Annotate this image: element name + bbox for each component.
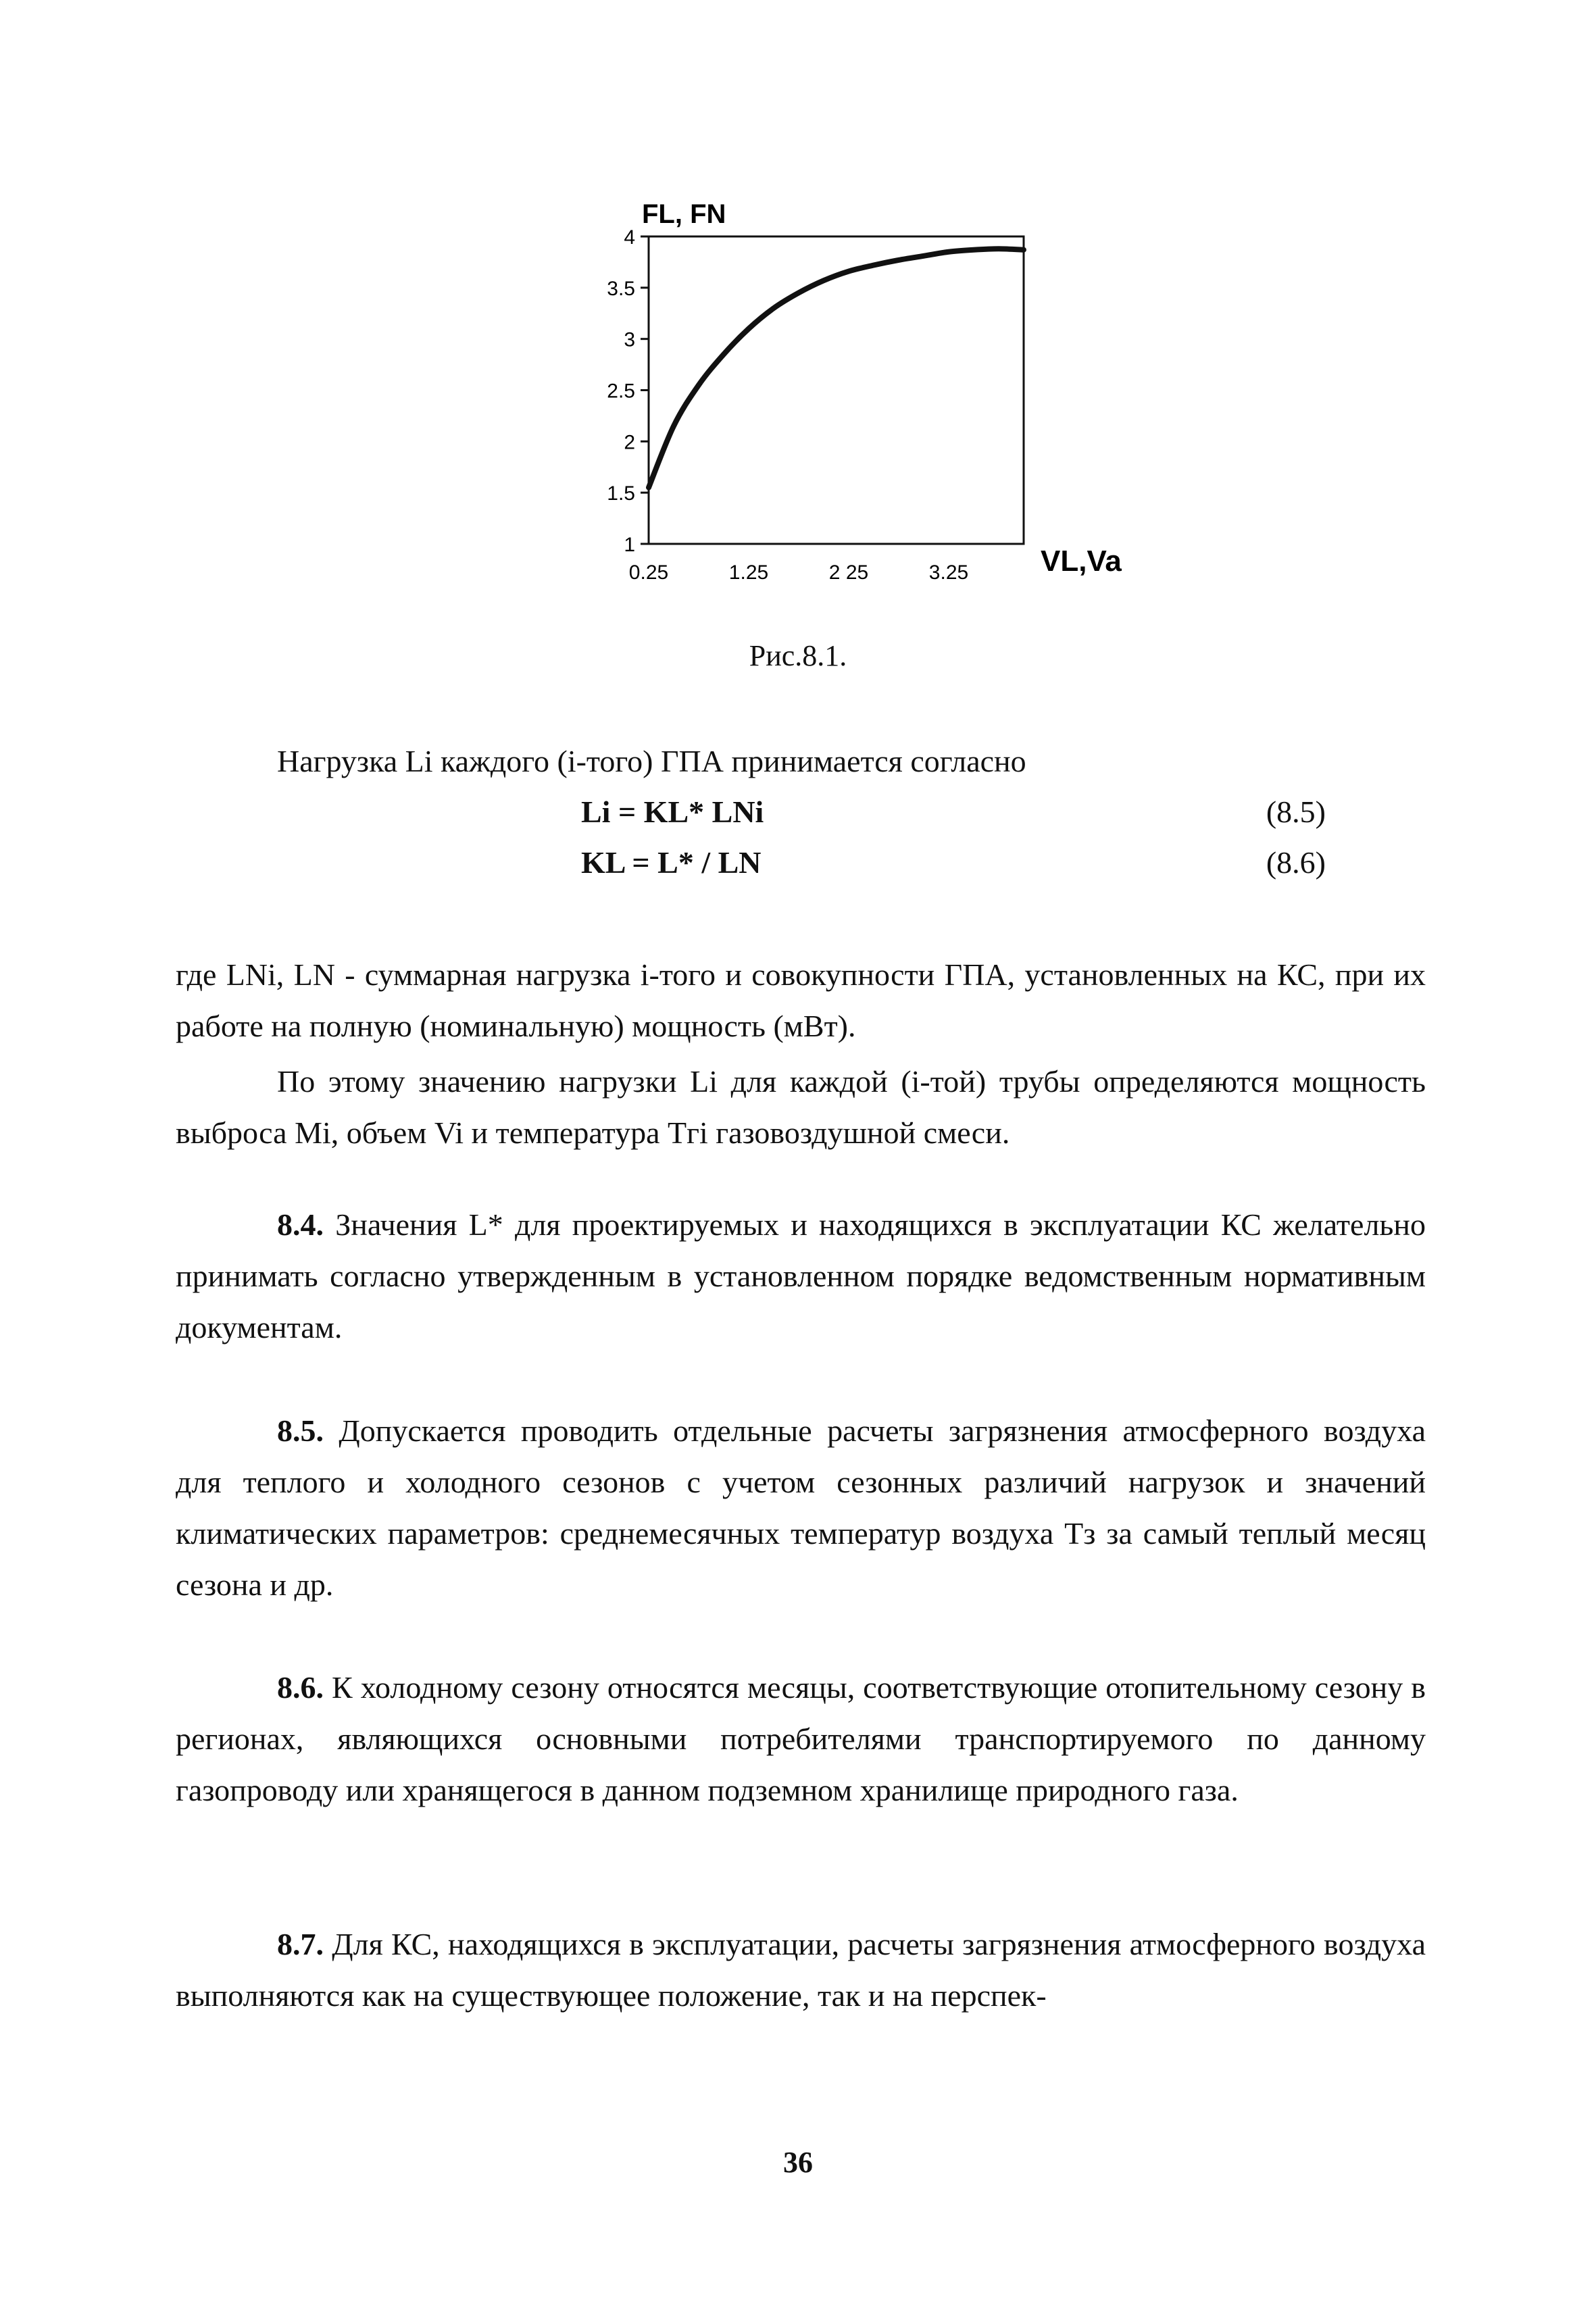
where-paragraph-block (176, 949, 1426, 1159)
y-axis-label: FL, FN (642, 199, 726, 229)
page-number: 36 (783, 2146, 813, 2179)
data-series-line (649, 249, 1024, 487)
section-8-7 (176, 1919, 1426, 2021)
chart-svg (554, 189, 1162, 622)
plot-frame (649, 236, 1024, 544)
intro-line: Нагрузка Li каждого (i-того) ГПА принимается согласно (277, 744, 1026, 778)
where-paragraph: где LNi, LN - суммарная нагрузка i-того и совокупности ГПА, установленных на КС, при их работе на полную (номинальную) мощность (мВт). (176, 957, 1426, 1043)
chart-figure (554, 189, 1162, 622)
formula-8-6-number: (8.6) (1266, 845, 1326, 880)
x-tick-label: 1.25 (728, 561, 769, 584)
power-paragraph: По этому значению нагрузки Li для каждой (i-той) трубы определяются мощность выброса Mi, объем Vi и температура Tгi газовоздушной смеси. (176, 1064, 1426, 1150)
x-tick-label: 0.25 (628, 561, 669, 584)
y-tick-label: 2.5 (607, 380, 635, 403)
section-number: 8.6. (277, 1670, 324, 1705)
y-tick-label: 4 (624, 226, 635, 249)
y-tick-label: 2 (624, 431, 635, 454)
x-axis-label: VL,Va (1041, 545, 1122, 578)
figure-caption: Рис.8.1. (749, 639, 847, 672)
section-number: 8.7. (277, 1927, 324, 1961)
section-8-4 (176, 1199, 1426, 1353)
y-tick-label: 3.5 (607, 277, 635, 300)
formula-8-5: Li = KL* LNi (581, 795, 764, 829)
y-tick-label: 3 (624, 328, 635, 351)
section-8-5 (176, 1405, 1426, 1611)
section-8-6 (176, 1662, 1426, 1816)
section-text: Для КС, находящихся в эксплуатации, расчеты загрязнения атмосферного воздуха выполняются как на существующее положение, так и на перспек- (176, 1927, 1426, 2013)
section-text: Значения L* для проектируемых и находящихся в эксплуатации КС желательно принимать согласно утвержденным в установленном порядке ведомственным нормативным документам. (176, 1207, 1426, 1344)
section-number: 8.4. (277, 1207, 324, 1242)
y-tick-label: 1.5 (607, 482, 635, 505)
y-tick-label: 1 (624, 534, 635, 556)
section-text: К холодному сезону относятся месяцы, соответствующие отопительному сезону в регионах, являющихся основными потребителями транспортируемого по данному газопроводу или хранящегося в данном подземном хранилище природного газа. (176, 1670, 1426, 1807)
formula-8-5-number: (8.5) (1266, 795, 1326, 829)
x-tick-label: 3.25 (928, 561, 969, 584)
section-number: 8.5. (277, 1413, 324, 1448)
formula-8-6: KL = L* / LN (581, 845, 762, 880)
section-text: Допускается проводить отдельные расчеты загрязнения атмосферного воздуха для теплого и холодного сезонов с учетом сезонных различий нагрузок и значений климатических параметров: среднемесячных температур воздуха Tз за самый теплый месяц сезона и др. (176, 1413, 1426, 1602)
x-tick-label: 2 25 (828, 561, 869, 584)
